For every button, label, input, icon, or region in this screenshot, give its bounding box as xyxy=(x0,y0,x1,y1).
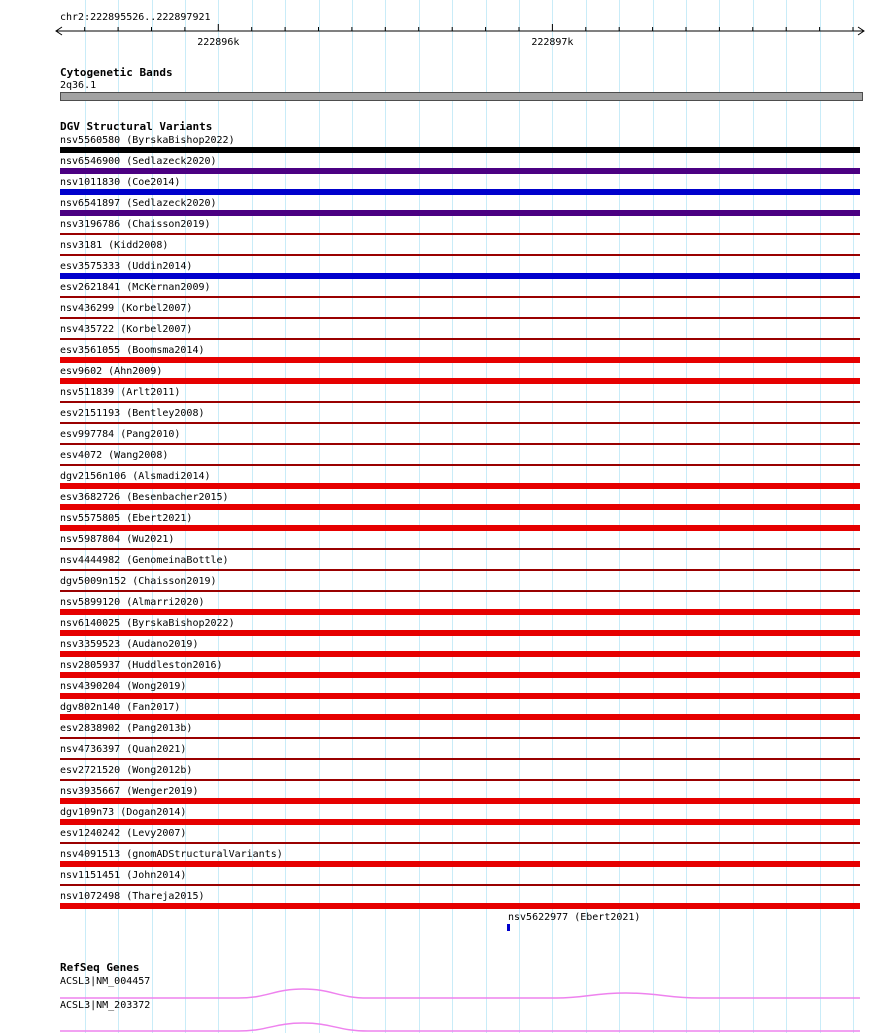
variant-bar[interactable] xyxy=(60,378,860,384)
section-header-dgv-variants: DGV Structural Variants xyxy=(60,120,213,133)
variant-label[interactable]: nsv4736397 (Quan2021) xyxy=(60,744,187,755)
variant-bar[interactable] xyxy=(60,672,860,678)
gridline xyxy=(653,0,654,1033)
gridline xyxy=(285,0,286,1033)
variant-bar[interactable] xyxy=(60,630,860,636)
variant-label[interactable]: nsv6140025 (ByrskaBishop2022) xyxy=(60,618,235,629)
variant-bar[interactable] xyxy=(60,338,860,340)
variant-label[interactable]: nsv1151451 (John2014) xyxy=(60,870,187,881)
variant-bar[interactable] xyxy=(60,317,860,319)
region-title: chr2:222895526..222897921 xyxy=(60,12,211,23)
variant-label[interactable]: nsv6546900 (Sedlazeck2020) xyxy=(60,156,217,167)
gridline xyxy=(218,0,219,1033)
variant-label[interactable]: esv3561055 (Boomsma2014) xyxy=(60,345,205,356)
variant-label[interactable]: esv3575333 (Uddin2014) xyxy=(60,261,193,272)
coordinate-ruler xyxy=(0,0,890,52)
gridline xyxy=(552,0,553,1033)
variant-bar[interactable] xyxy=(60,819,860,825)
variant-label[interactable]: nsv6541897 (Sedlazeck2020) xyxy=(60,198,217,209)
variant-bar[interactable] xyxy=(60,443,860,445)
gridline xyxy=(853,0,854,1033)
variant-bar[interactable] xyxy=(60,737,860,739)
variant-label[interactable]: nsv511839 (Arlt2011) xyxy=(60,387,181,398)
variant-bar[interactable] xyxy=(60,714,860,720)
gene-structure-NM_004457[interactable] xyxy=(60,989,860,998)
gridline xyxy=(419,0,420,1033)
variant-bar[interactable] xyxy=(60,693,860,699)
variant-label[interactable]: esv997784 (Pang2010) xyxy=(60,429,181,440)
variant-label[interactable]: nsv4444982 (GenomeinaBottle) xyxy=(60,555,229,566)
gene-structure-NM_203372[interactable] xyxy=(60,1023,860,1031)
variant-bar[interactable] xyxy=(60,147,860,153)
variant-tick[interactable] xyxy=(507,924,510,931)
variant-bar[interactable] xyxy=(60,464,860,466)
variant-label[interactable]: nsv1011830 (Coe2014) xyxy=(60,177,181,188)
variant-label[interactable]: nsv5899120 (Almarri2020) xyxy=(60,597,205,608)
variant-bar[interactable] xyxy=(60,861,860,867)
variant-bar[interactable] xyxy=(60,168,860,174)
gridline xyxy=(352,0,353,1033)
variant-label[interactable]: nsv3181 (Kidd2008) xyxy=(60,240,169,251)
variant-label[interactable]: nsv3935667 (Wenger2019) xyxy=(60,786,199,797)
variant-bar[interactable] xyxy=(60,189,860,195)
variant-bar[interactable] xyxy=(60,842,860,844)
variant-label[interactable]: nsv5987804 (Wu2021) xyxy=(60,534,175,545)
variant-label[interactable]: esv1240242 (Levy2007) xyxy=(60,828,187,839)
gridline xyxy=(486,0,487,1033)
variant-bar[interactable] xyxy=(60,903,860,909)
variant-label[interactable]: nsv1072498 (Thareja2015) xyxy=(60,891,205,902)
gridline xyxy=(686,0,687,1033)
variant-label[interactable]: dgv2156n106 (Alsmadi2014) xyxy=(60,471,211,482)
variant-bar[interactable] xyxy=(60,590,860,592)
variant-label[interactable]: nsv2805937 (Huddleston2016) xyxy=(60,660,223,671)
variant-label[interactable]: esv2721520 (Wong2012b) xyxy=(60,765,193,776)
cytoband-bar[interactable] xyxy=(60,92,863,101)
variant-bar[interactable] xyxy=(60,422,860,424)
section-header-refseq: RefSeq Genes xyxy=(60,961,140,974)
variant-label[interactable]: dgv802n140 (Fan2017) xyxy=(60,702,181,713)
variant-bar[interactable] xyxy=(60,357,860,363)
variant-label[interactable]: nsv4390204 (Wong2019) xyxy=(60,681,187,692)
variant-label[interactable]: dgv109n73 (Dogan2014) xyxy=(60,807,187,818)
variant-bar[interactable] xyxy=(60,884,860,886)
variant-label[interactable]: nsv436299 (Korbel2007) xyxy=(60,303,193,314)
variant-label[interactable]: nsv3196786 (Chaisson2019) xyxy=(60,219,211,230)
section-header-cytobands: Cytogenetic Bands xyxy=(60,66,173,79)
variant-bar[interactable] xyxy=(60,210,860,216)
variant-bar[interactable] xyxy=(60,254,860,256)
ruler-tick-label: 222897k xyxy=(531,37,574,48)
gridline xyxy=(753,0,754,1033)
gridline xyxy=(786,0,787,1033)
cytoband-label: 2q36.1 xyxy=(60,80,97,91)
variant-label[interactable]: nsv435722 (Korbel2007) xyxy=(60,324,193,335)
gridline xyxy=(252,0,253,1033)
variant-bar[interactable] xyxy=(60,779,860,781)
variant-bar[interactable] xyxy=(60,483,860,489)
variant-bar[interactable] xyxy=(60,504,860,510)
variant-bar[interactable] xyxy=(60,273,860,279)
variant-bar[interactable] xyxy=(60,401,860,403)
variant-label[interactable]: esv4072 (Wang2008) xyxy=(60,450,169,461)
variant-bar[interactable] xyxy=(60,758,860,760)
variant-label[interactable]: esv2838902 (Pang2013b) xyxy=(60,723,193,734)
variant-label[interactable]: nsv5622977 (Ebert2021) xyxy=(508,912,641,923)
gridline xyxy=(619,0,620,1033)
variant-bar[interactable] xyxy=(60,548,860,550)
gridline xyxy=(719,0,720,1033)
variant-bar[interactable] xyxy=(60,798,860,804)
gridline xyxy=(519,0,520,1033)
variant-bar[interactable] xyxy=(60,525,860,531)
gene-label-NM_004457[interactable]: ACSL3|NM_004457 xyxy=(60,976,151,987)
variant-label[interactable]: esv9602 (Ahn2009) xyxy=(60,366,163,377)
ruler-tick-label: 222896k xyxy=(197,37,240,48)
variant-label[interactable]: nsv5575805 (Ebert2021) xyxy=(60,513,193,524)
gridline xyxy=(385,0,386,1033)
gridline xyxy=(319,0,320,1033)
gridline xyxy=(586,0,587,1033)
gene-label-NM_203372[interactable]: ACSL3|NM_203372 xyxy=(60,1000,151,1011)
gridline xyxy=(452,0,453,1033)
variant-bar[interactable] xyxy=(60,569,860,571)
variant-bar[interactable] xyxy=(60,609,860,615)
variant-label[interactable]: dgv5009n152 (Chaisson2019) xyxy=(60,576,217,587)
gridline xyxy=(820,0,821,1033)
variant-bar[interactable] xyxy=(60,233,860,235)
variant-label[interactable]: nsv4091513 (gnomADStructuralVariants) xyxy=(60,849,283,860)
variant-label[interactable]: esv2621841 (McKernan2009) xyxy=(60,282,211,293)
variant-label[interactable]: esv2151193 (Bentley2008) xyxy=(60,408,205,419)
variant-label[interactable]: nsv3359523 (Audano2019) xyxy=(60,639,199,650)
variant-bar[interactable] xyxy=(60,651,860,657)
variant-label[interactable]: esv3682726 (Besenbacher2015) xyxy=(60,492,229,503)
variant-bar[interactable] xyxy=(60,296,860,298)
variant-label[interactable]: nsv5560580 (ByrskaBishop2022) xyxy=(60,135,235,146)
